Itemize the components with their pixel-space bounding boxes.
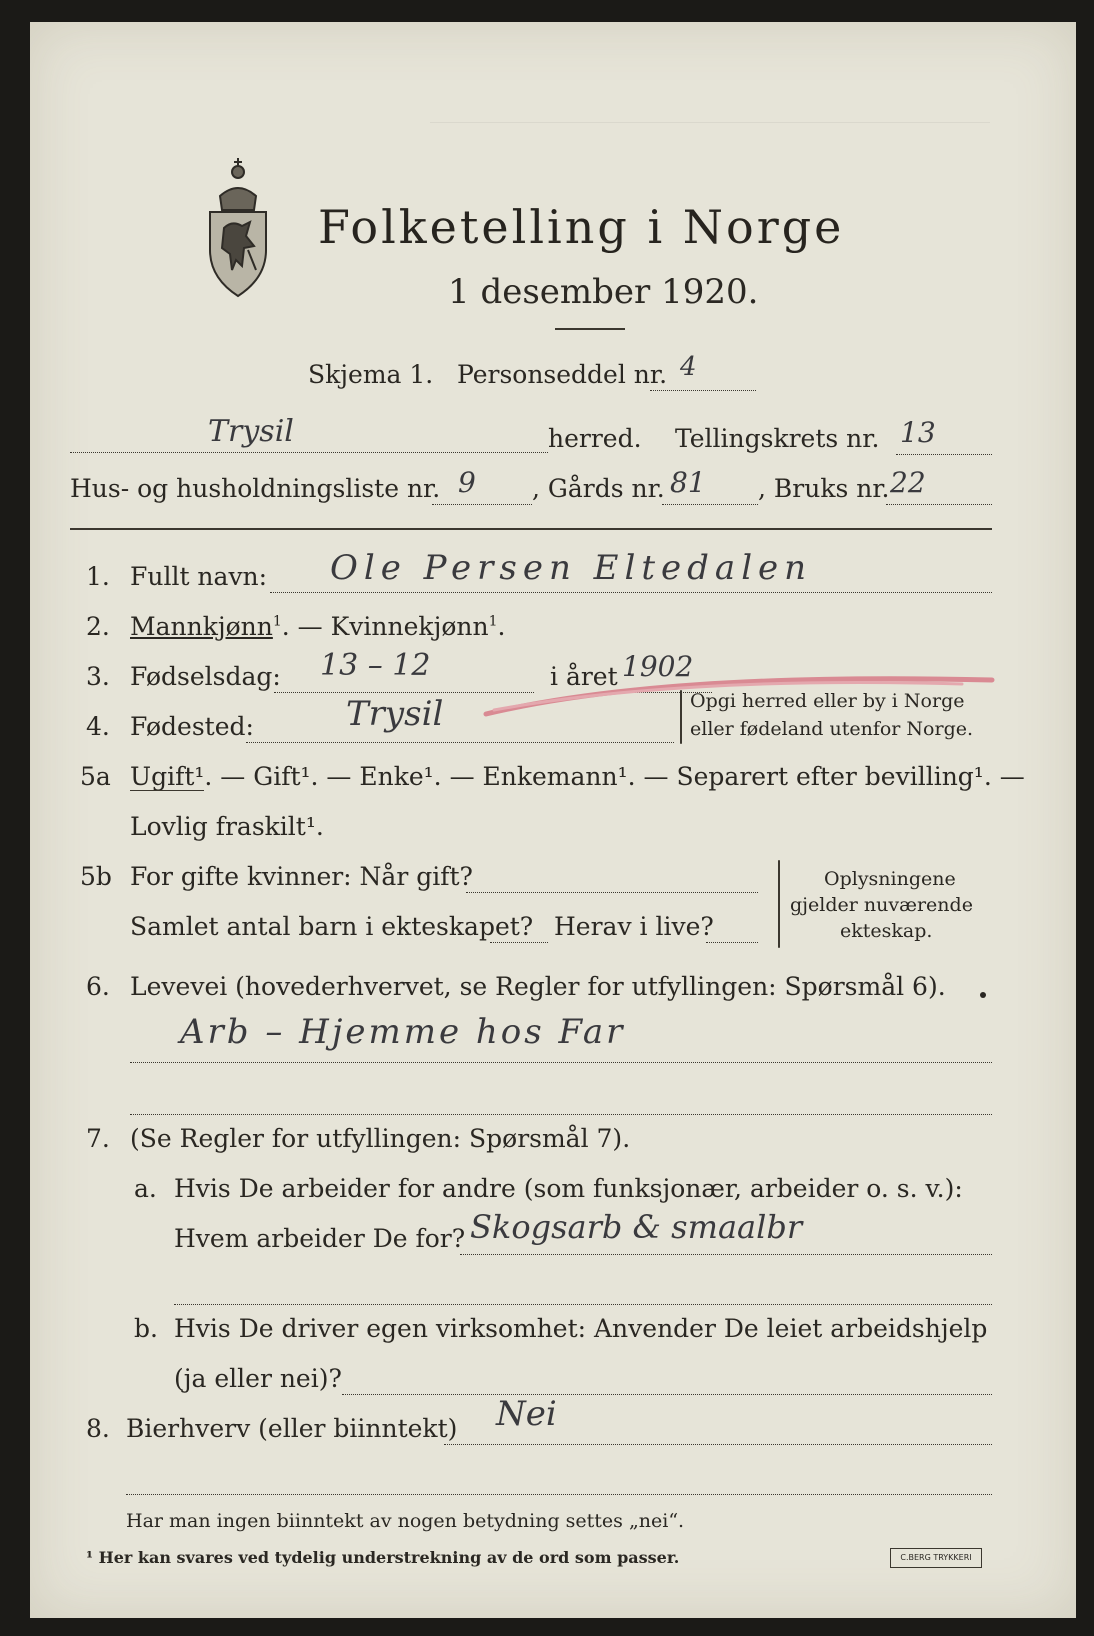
printer-stamp: C.BERG TRYKKERI: [890, 1548, 982, 1568]
q5b-married-line: [466, 892, 758, 893]
q3-year-label: i året: [550, 662, 618, 691]
q5b-children-line: [490, 942, 548, 943]
personseddel-value: 4: [680, 352, 697, 382]
birthplace-value: Trysil: [346, 694, 444, 734]
q5b-note-line2: gjelder nuværende: [790, 894, 973, 916]
q6-number: 6.: [86, 972, 110, 1001]
husliste-label: Hus- og husholdningsliste nr.: [70, 474, 441, 503]
q7b-yesno-label: (ja eller nei)?: [174, 1364, 342, 1393]
title-divider: [555, 328, 625, 330]
header-divider: [70, 528, 992, 530]
q3-label: Fødselsdag:: [130, 662, 281, 691]
option-female: Kvinnekjønn: [330, 612, 489, 641]
tellingskrets-line: [896, 454, 992, 455]
q5b-children-label: Samlet antal barn i ekteskapet?: [130, 912, 534, 941]
q7a-line1: [460, 1254, 992, 1255]
footnote: ¹ Her kan svares ved tydelig understrekning av de ord som passer.: [86, 1548, 680, 1567]
q1-number: 1.: [86, 562, 110, 591]
footer-note: Har man ingen biinntekt av nogen betydning settes „nei“.: [126, 1510, 685, 1532]
q7b-number: b.: [134, 1314, 158, 1343]
q2-number: 2.: [86, 612, 110, 641]
q5b-brace: [778, 860, 780, 948]
personseddel-label: Personseddel nr.: [457, 360, 668, 389]
q2-footnote-mark-2: 1: [488, 613, 498, 630]
bruks-line: [886, 504, 992, 505]
q7a-line2: [174, 1304, 992, 1305]
q4-note-line2: eller fødeland utenfor Norge.: [690, 718, 974, 740]
full-name-value: Ole Persen Eltedalen: [330, 548, 813, 588]
q2-separator: . —: [281, 612, 331, 641]
option-male-selected: Mannkjønn: [130, 612, 273, 641]
q4-label: Fødested:: [130, 712, 254, 741]
ugift-underline: [130, 790, 204, 791]
q6-label: Levevei (hovederhvervet, se Regler for utfyllingen: Spørsmål 6).: [130, 972, 946, 1001]
q5b-number: 5b: [80, 862, 112, 891]
skjema-label: Skjema 1.: [308, 360, 434, 389]
q5b-note-line3: ekteskap.: [840, 920, 933, 942]
husliste-value: 9: [458, 466, 476, 499]
q2-gender-options: [130, 612, 505, 641]
birthdate-value: 13 – 12: [320, 648, 431, 683]
gards-label: , Gårds nr.: [532, 474, 665, 503]
q8-line2: [126, 1494, 992, 1495]
q5b-note-line1: Oplysningene: [824, 868, 956, 890]
q5b-alive-line: [706, 942, 758, 943]
q8-label: Bierhverv (eller biinntekt): [126, 1414, 458, 1443]
q4-line: [246, 742, 674, 743]
q5a-number: 5a: [80, 762, 111, 791]
form-title: Folketelling i Norge: [318, 200, 845, 254]
q4-note-line1: Opgi herred eller by i Norge: [690, 690, 965, 712]
tellingskrets-label: Tellingskrets nr.: [675, 424, 880, 453]
norway-coat-of-arms-icon: [198, 150, 278, 300]
census-form-page: [30, 22, 1076, 1618]
herred-line: [70, 452, 548, 453]
q5a-options-cont: Lovlig fraskilt¹.: [130, 812, 324, 841]
q7a-number: a.: [134, 1174, 157, 1203]
q2-footnote-mark-1: 1: [272, 613, 282, 630]
birth-year-value: 1902: [622, 650, 694, 683]
husliste-line: [432, 504, 532, 505]
q7-label: (Se Regler for utfyllingen: Spørsmål 7).: [130, 1124, 631, 1153]
q8-line1: [444, 1444, 992, 1445]
side-income-value: Nei: [496, 1394, 557, 1434]
q5b-married-label: For gifte kvinner: Når gift?: [130, 862, 473, 891]
q7a-label: Hvis De arbeider for andre (som funksjonær, arbeider o. s. v.):: [174, 1174, 963, 1203]
bleedthrough-mark: [430, 112, 990, 123]
q5b-alive-label: Herav i live?: [554, 912, 714, 941]
q4-brace: [680, 690, 682, 744]
q1-label: Fullt navn:: [130, 562, 268, 591]
gards-line: [662, 504, 758, 505]
occupation-value: Arb – Hjemme hos Far: [180, 1012, 626, 1052]
q2-end: .: [497, 612, 506, 641]
q7a-employer-label: Hvem arbeider De for?: [174, 1224, 466, 1253]
q6-dot: [980, 992, 986, 998]
q6-line1: [130, 1062, 992, 1063]
bruks-value: 22: [890, 466, 926, 499]
herred-value: Trysil: [208, 414, 294, 449]
employer-value: Skogsarb & smaalbr: [470, 1208, 803, 1246]
q1-line: [270, 592, 992, 593]
q3-number: 3.: [86, 662, 110, 691]
herred-label: herred.: [548, 424, 642, 453]
q7-number: 7.: [86, 1124, 110, 1153]
q5a-options: Ugift¹. — Gift¹. — Enke¹. — Enkemann¹. — Separert efter bevilling¹. —: [130, 762, 1025, 791]
tellingskrets-value: 13: [900, 416, 936, 449]
q7b-label: Hvis De driver egen virksomhet: Anvender De leiet arbeidshjelp: [174, 1314, 988, 1343]
census-date: 1 desember 1920.: [448, 272, 759, 312]
q4-number: 4.: [86, 712, 110, 741]
q8-number: 8.: [86, 1414, 110, 1443]
bruks-label: , Bruks nr.: [758, 474, 890, 503]
gards-value: 81: [670, 466, 706, 499]
q7b-line: [342, 1394, 992, 1395]
q6-line2: [130, 1114, 992, 1115]
personseddel-line: [650, 390, 756, 391]
